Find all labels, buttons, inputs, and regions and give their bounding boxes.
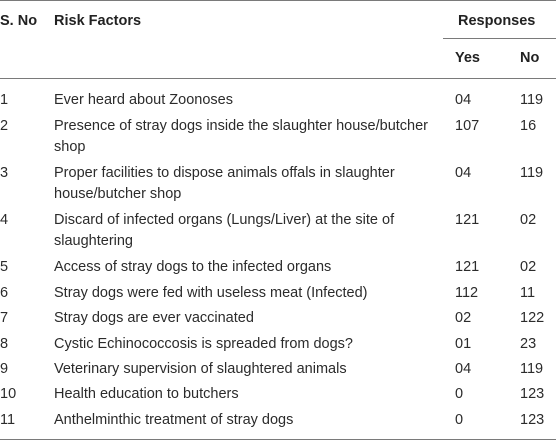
risk-factor: Presence of stray dogs inside the slaughter house/butcher shop: [54, 118, 429, 155]
response-yes: 121: [455, 259, 480, 275]
risk-factor: Stray dogs were fed with useless meat (Infected): [54, 285, 368, 301]
table-bottom-rule: [0, 439, 556, 440]
response-no: 02: [520, 259, 537, 275]
row-number: 7: [0, 310, 9, 326]
row-number: 8: [0, 336, 9, 352]
risk-factor: Ever heard about Zoonoses: [54, 92, 233, 108]
response-yes: 04: [455, 165, 472, 181]
response-no: 119: [520, 165, 544, 181]
risk-factor: Health education to butchers: [54, 386, 239, 402]
risk-factor: Access of stray dogs to the infected organs: [54, 259, 332, 275]
row-number: 2: [0, 118, 9, 134]
response-no: 119: [520, 92, 544, 108]
table-top-rule: [0, 0, 556, 1]
response-yes: 01: [455, 336, 472, 352]
risk-factor: Veterinary supervision of slaughtered animals: [54, 361, 347, 377]
response-yes: 04: [455, 92, 472, 108]
row-number: 5: [0, 259, 9, 275]
row-number: 10: [0, 386, 17, 402]
responses-subheader-rule: [443, 38, 556, 39]
row-number: 3: [0, 165, 9, 181]
header-yes: Yes: [455, 50, 480, 66]
row-number: 1: [0, 92, 9, 108]
response-no: 122: [520, 310, 545, 326]
response-yes: 121: [455, 212, 480, 228]
row-number: 11: [0, 412, 16, 428]
response-no: 02: [520, 212, 537, 228]
response-no: 119: [520, 361, 544, 377]
response-no: 16: [520, 118, 537, 134]
response-no: 23: [520, 336, 537, 352]
response-yes: 112: [455, 285, 479, 301]
row-number: 9: [0, 361, 9, 377]
header-risk-factors: Risk Factors: [54, 13, 142, 29]
response-yes: 107: [455, 118, 480, 134]
response-yes: 0: [455, 412, 464, 428]
risk-factor: Discard of infected organs (Lungs/Liver) at the site of slaughtering: [54, 212, 395, 249]
header-responses: Responses: [458, 13, 536, 29]
header-no: No: [520, 50, 540, 66]
risk-factor: Cystic Echinococcosis is spreaded from dogs?: [54, 336, 353, 352]
risk-factor: Anthelminthic treatment of stray dogs: [54, 412, 294, 428]
row-number: 4: [0, 212, 9, 228]
response-yes: 04: [455, 361, 472, 377]
response-yes: 02: [455, 310, 472, 326]
header-sno: S. No: [0, 13, 38, 29]
risk-factor: Proper facilities to dispose animals offals in slaughter house/butcher shop: [54, 165, 395, 202]
response-no: 123: [520, 386, 545, 402]
header-bottom-rule: [0, 78, 556, 79]
risk-factor: Stray dogs are ever vaccinated: [54, 310, 254, 326]
row-number: 6: [0, 285, 9, 301]
response-no: 123: [520, 412, 545, 428]
response-yes: 0: [455, 386, 464, 402]
response-no: 11: [520, 285, 536, 301]
